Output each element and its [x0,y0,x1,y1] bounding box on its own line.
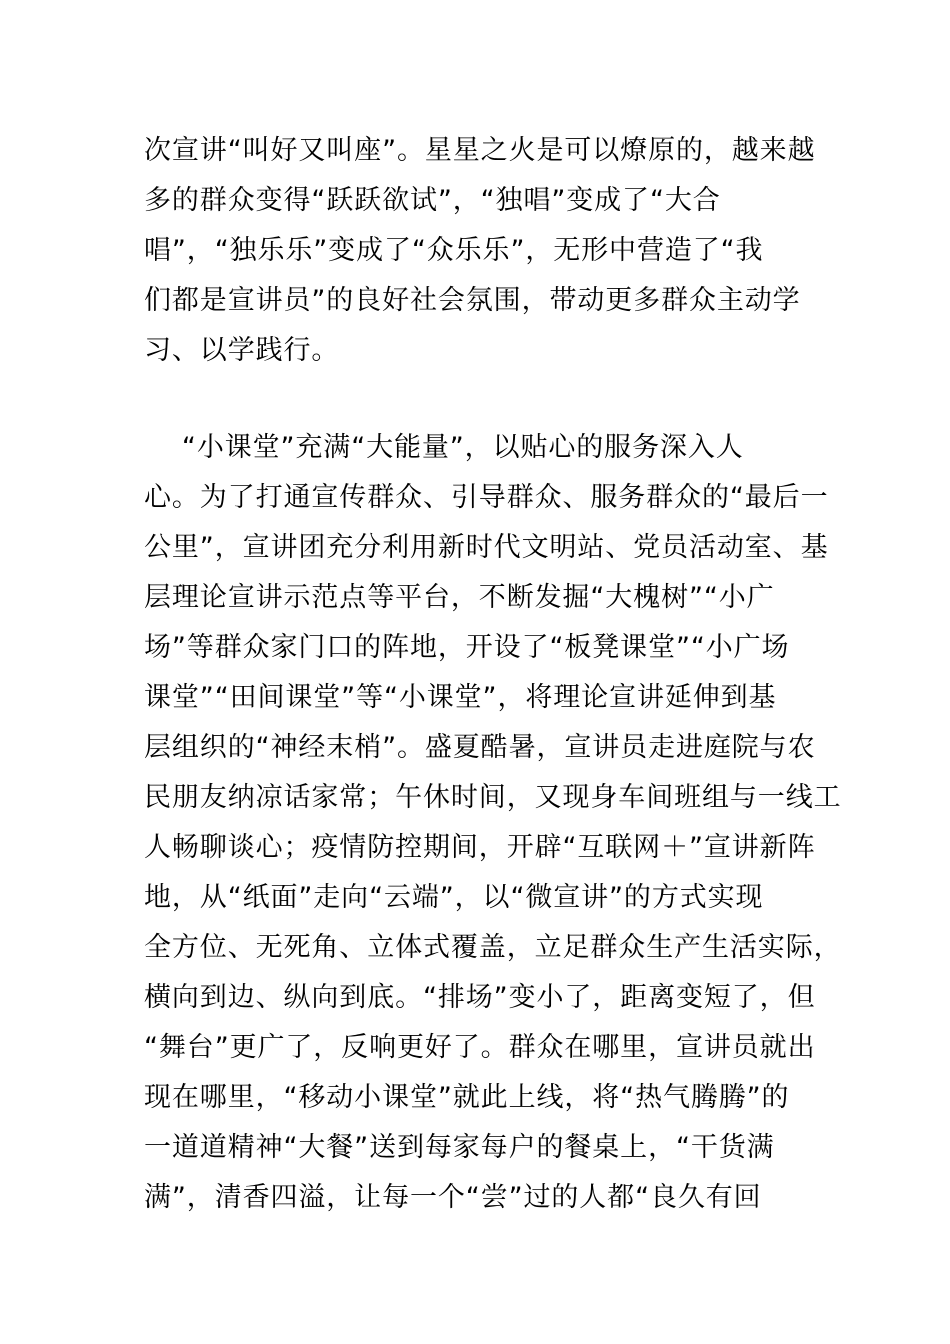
text-line: 公里”，宣讲团充分利用新时代文明站、党员活动室、基 [144,532,829,563]
text-line: 习、以学践行。 [144,335,340,366]
paragraph-2 [144,423,842,1223]
text-line: 一道道精神“大餐”送到每家每户的餐桌上，“干货满 [144,1132,775,1163]
text-line: 民朋友纳凉话家常；午休时间，又现身车间班组与一线工 [144,782,842,813]
text-line: 唱”，“独乐乐”变成了“众乐乐”，无形中营造了“我 [144,235,764,266]
text-line: 场”等群众家门口的阵地，开设了“板凳课堂”“小广场 [144,632,790,663]
text-line: 层理论宣讲示范点等平台，不断发掘“大槐树”“小广 [144,582,775,613]
text-line: 人畅聊谈心；疫情防控期间，开辟“互联网＋”宣讲新阵 [144,832,816,863]
text-line: 课堂”“田间课堂”等“小课堂”，将理论宣讲延伸到基 [144,682,777,713]
text-line: “小课堂”充满“大能量”，以贴心的服务深入人 [144,432,744,463]
text-line: “舞台”更广了，反响更好了。群众在哪里，宣讲员就出 [144,1032,816,1063]
text-line: 次宣讲“叫好又叫座”。星星之火是可以燎原的，越来越 [144,135,816,166]
paragraph-1 [144,126,816,376]
text-line: 现在哪里，“移动小课堂”就此上线，将“热气腾腾”的 [144,1082,790,1113]
text-line: 横向到边、纵向到底。“排场”变小了，距离变短了，但 [144,982,816,1013]
text-line: 全方位、无死角、立体式覆盖，立足群众生产生活实际， [144,932,842,963]
text-line: 地，从“纸面”走向“云端”，以“微宣讲”的方式实现 [144,882,764,913]
text-line: 多的群众变得“跃跃欲试”，“独唱”变成了“大合 [144,185,721,216]
text-line: 们都是宣讲员”的良好社会氛围，带动更多群众主动学 [144,285,801,316]
text-line: 心。为了打通宣传群众、引导群众、服务群众的“最后一 [144,482,829,513]
text-line: 层组织的“神经末梢”。盛夏酷暑，宣讲员走进庭院与农 [144,732,816,763]
text-line: 满”，清香四溢，让每一个“尝”过的人都“良久有回 [144,1182,762,1213]
